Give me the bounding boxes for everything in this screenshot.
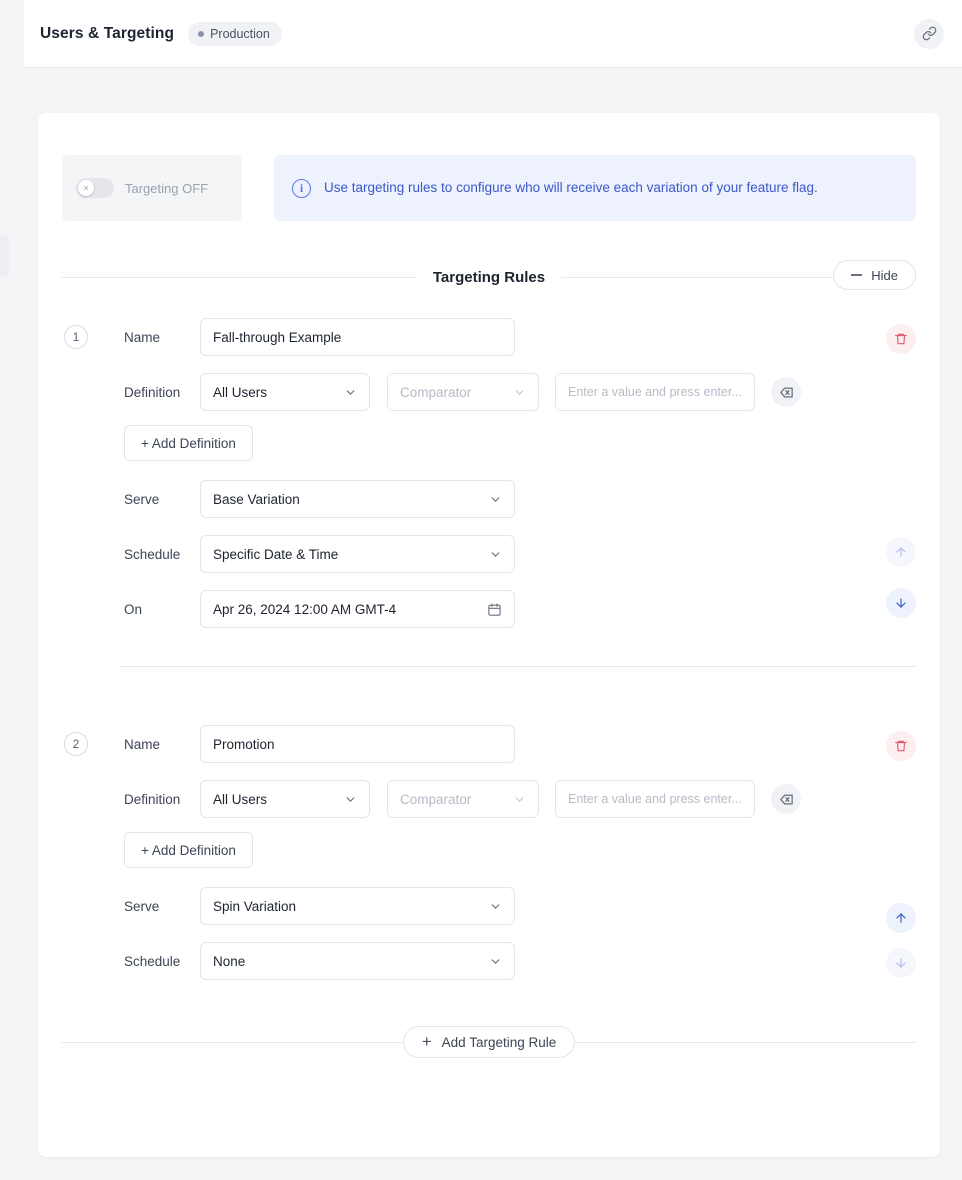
rule-name-row [62, 318, 916, 356]
serve-select[interactable] [200, 887, 515, 925]
definition-select-value: All Users [213, 791, 268, 807]
schedule-date-field[interactable] [200, 590, 515, 628]
trash-icon [894, 739, 908, 753]
chevron-down-icon [513, 386, 526, 399]
rule-name-input[interactable] [200, 725, 515, 763]
arrow-up-icon [894, 911, 908, 925]
serve-select-value: Spin Variation [213, 898, 297, 914]
environment-dot-icon [198, 31, 204, 37]
add-targeting-rule-button[interactable] [403, 1026, 576, 1058]
arrow-down-icon [894, 596, 908, 610]
clear-value-button[interactable] [771, 377, 801, 407]
sidebar-collapse-handle[interactable] [0, 235, 9, 277]
rule-serve-label: Serve [124, 491, 160, 507]
rule-schedule-row [62, 535, 916, 573]
comparator-select-placeholder: Comparator [400, 791, 472, 807]
add-definition-label: + Add Definition [141, 842, 236, 858]
targeting-rule-1 [38, 318, 940, 628]
plus-icon: + [421, 1031, 432, 1051]
move-rule-down-button[interactable] [886, 588, 916, 618]
chevron-down-icon [344, 793, 357, 806]
minus-icon [851, 274, 862, 276]
page-header [24, 0, 962, 68]
move-rule-up-button[interactable] [886, 903, 916, 933]
targeting-rule-2 [38, 725, 940, 980]
definition-select-value: All Users [213, 384, 268, 400]
rule-serve-row [62, 887, 916, 925]
rule-schedule-row [62, 942, 916, 980]
targeting-top-row [38, 113, 940, 221]
chevron-down-icon [489, 900, 502, 913]
rule-divider [120, 666, 916, 667]
delete-rule-button[interactable] [886, 731, 916, 761]
add-targeting-rule-label: Add Targeting Rule [441, 1034, 557, 1050]
chevron-down-icon [344, 386, 357, 399]
environment-label: Production [210, 26, 270, 41]
page-title: Users & Targeting [40, 24, 175, 42]
add-definition-label: + Add Definition [141, 435, 236, 451]
comparator-select[interactable] [387, 780, 539, 818]
rule-name-row [62, 725, 916, 763]
rule-serve-label: Serve [124, 898, 160, 914]
definition-value-input[interactable] [555, 780, 755, 818]
trash-icon [894, 332, 908, 346]
schedule-select-value: Specific Date & Time [213, 546, 339, 562]
rule-definition-row [62, 373, 916, 411]
targeting-toggle-box[interactable] [62, 155, 242, 221]
definition-value-input[interactable] [555, 373, 755, 411]
rule-definition-label: Definition [124, 791, 181, 807]
targeting-rules-section-header [62, 262, 916, 292]
rule-schedule-label: Schedule [124, 546, 181, 562]
schedule-date-value: Apr 26, 2024 12:00 AM GMT-4 [213, 601, 397, 617]
schedule-select[interactable] [200, 535, 515, 573]
hide-button-label: Hide [871, 267, 898, 283]
rule-definition-label: Definition [124, 384, 181, 400]
arrow-down-icon [894, 956, 908, 970]
copy-link-button[interactable] [914, 19, 944, 49]
definition-select[interactable] [200, 780, 370, 818]
chevron-down-icon [489, 955, 502, 968]
environment-badge[interactable] [188, 22, 282, 46]
move-rule-up-button[interactable] [886, 537, 916, 567]
rule-on-row [62, 590, 916, 628]
targeting-toggle-label: Targeting OFF [125, 180, 209, 196]
rule-number-badge: 1 [64, 325, 88, 349]
comparator-select[interactable] [387, 373, 539, 411]
info-banner-text: Use targeting rules to configure who will receive each variation of your feature flag. [324, 179, 818, 195]
rule-schedule-label: Schedule [124, 953, 181, 969]
rule-on-label: On [124, 601, 143, 617]
comparator-select-placeholder: Comparator [400, 384, 472, 400]
link-icon [922, 26, 937, 41]
backspace-icon [779, 385, 794, 400]
rule-number-badge: 2 [64, 732, 88, 756]
schedule-select[interactable] [200, 942, 515, 980]
rule-definition-row [62, 780, 916, 818]
calendar-icon [487, 602, 502, 617]
add-definition-button[interactable] [124, 425, 253, 461]
delete-rule-button[interactable] [886, 324, 916, 354]
arrow-up-icon [894, 545, 908, 559]
schedule-select-value: None [213, 953, 246, 969]
clear-value-button[interactable] [771, 784, 801, 814]
rule-name-label: Name [124, 329, 161, 345]
toggle-knob-icon: × [78, 180, 94, 196]
chevron-down-icon [489, 548, 502, 561]
chevron-down-icon [513, 793, 526, 806]
hide-rules-button[interactable] [833, 260, 916, 290]
serve-select[interactable] [200, 480, 515, 518]
rule-name-input[interactable] [200, 318, 515, 356]
chevron-down-icon [489, 493, 502, 506]
targeting-card [38, 113, 940, 1157]
info-banner [274, 155, 916, 221]
definition-select[interactable] [200, 373, 370, 411]
move-rule-down-button[interactable] [886, 948, 916, 978]
targeting-toggle[interactable] [76, 178, 114, 198]
rule-serve-row [62, 480, 916, 518]
rule-name-label: Name [124, 736, 161, 752]
targeting-rules-title: Targeting Rules [417, 269, 561, 286]
info-icon: i [292, 179, 311, 198]
add-rule-footer [62, 1026, 916, 1058]
add-definition-button[interactable] [124, 832, 253, 868]
backspace-icon [779, 792, 794, 807]
serve-select-value: Base Variation [213, 491, 300, 507]
